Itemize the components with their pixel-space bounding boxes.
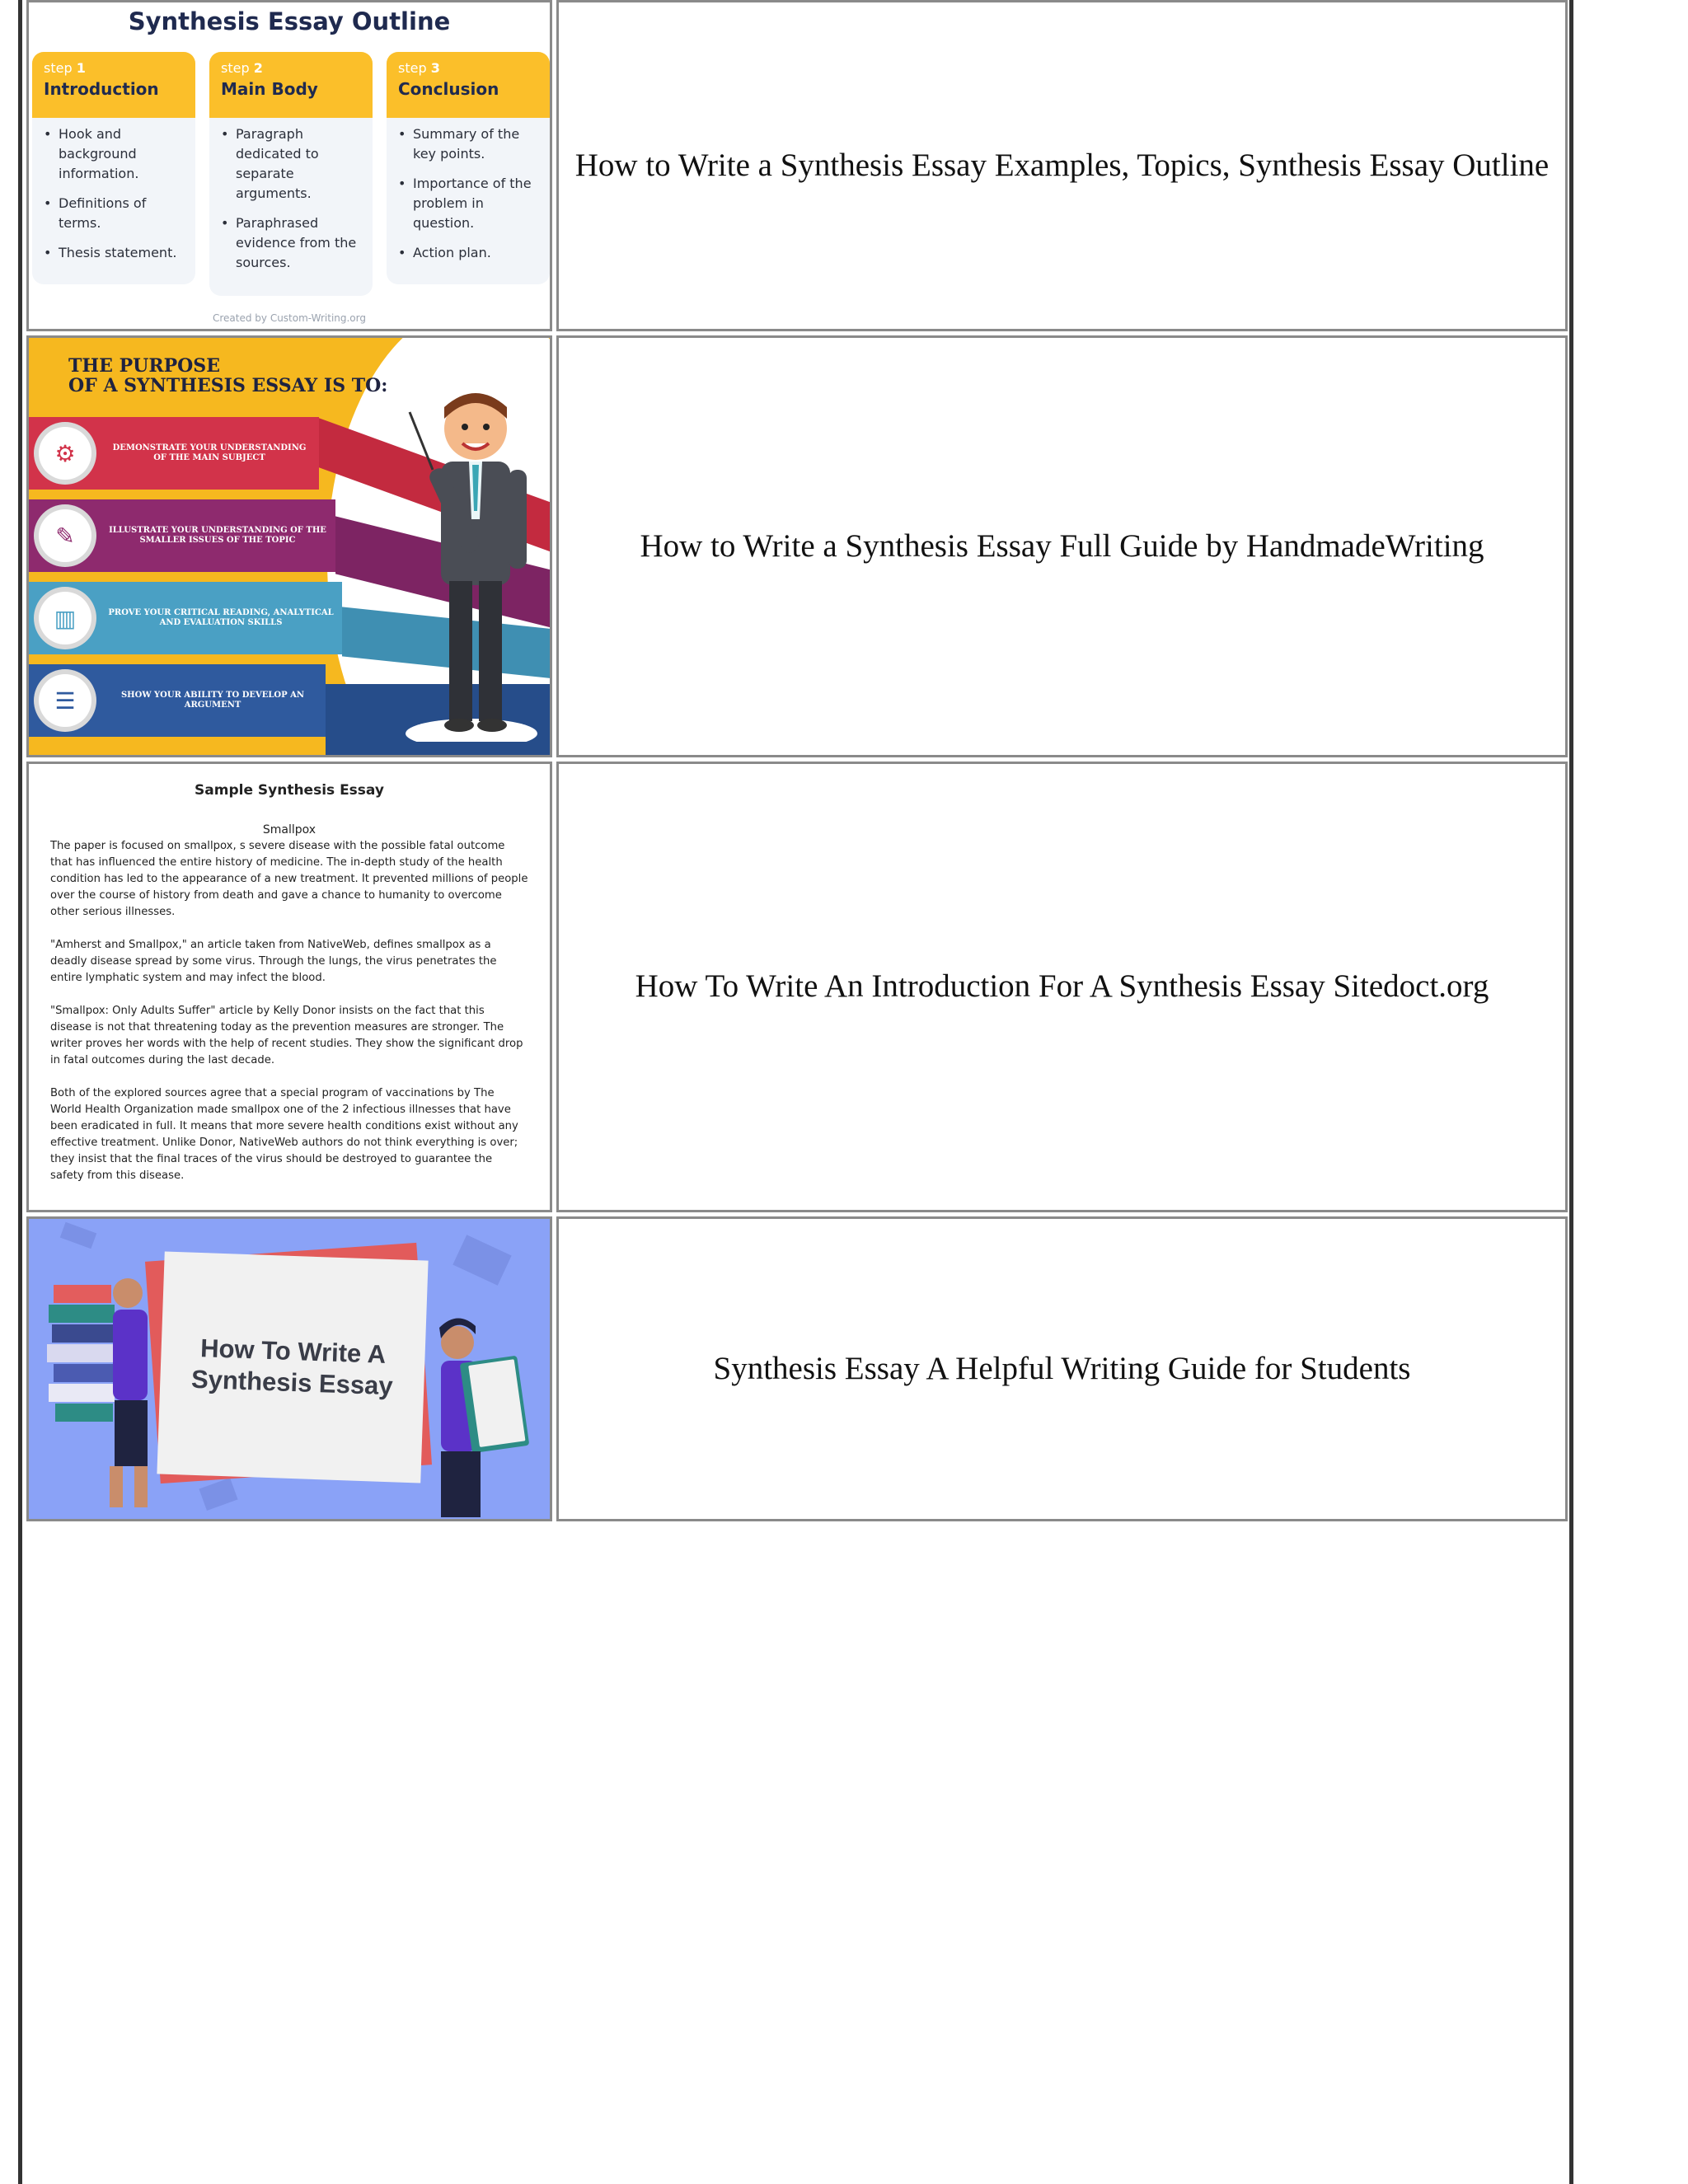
table-row	[26, 1216, 1568, 1521]
student-with-books-illustration	[37, 1260, 161, 1516]
list-item: • Action plan.	[398, 243, 540, 263]
step-label: step	[398, 60, 427, 76]
table-row	[26, 762, 1568, 1212]
step-number: 3	[430, 60, 440, 76]
purpose-band	[29, 664, 326, 737]
purpose-label: DEMONSTRATE YOUR UNDERSTANDING OF THE MAIN SUBJECT	[112, 443, 307, 462]
head-gear-icon: ⚙	[34, 422, 96, 485]
title-card	[157, 1251, 428, 1483]
thumbnail-how-to-write[interactable]	[26, 1216, 552, 1521]
caption-link[interactable]: How to Write a Synthesis Essay Examples, Topics, Synthesis Essay Outline	[574, 147, 1550, 183]
step-label: step	[44, 60, 73, 76]
list-item: • Importance of the problem in question.	[398, 174, 540, 233]
presenter-illustration	[401, 379, 542, 742]
caption-link[interactable]: How To Write An Introduction For A Synthesis Essay Sitedoct.org	[635, 968, 1489, 1005]
decorative-shape	[60, 1222, 96, 1249]
thumbnail-credit: Created by Custom-Writing.org	[212, 312, 366, 324]
step-name: Main Body	[221, 79, 318, 99]
step-number: 2	[253, 60, 263, 76]
caption-cell	[556, 762, 1568, 1212]
caption-cell	[556, 335, 1568, 757]
step-name: Conclusion	[398, 79, 499, 99]
purpose-band	[29, 499, 335, 572]
thumbnail-purpose[interactable]	[26, 335, 552, 757]
essay-paragraph: "Smallpox: Only Adults Suffer" article by Kelly Donor insists on the fact that this disease is not that threatening today as the prevention measures are stronger. The writer proves her words with the help of recent studies. They show the significant drop in fatal outcomes during the last decade.	[50, 1005, 523, 1066]
purpose-label: ILLUSTRATE YOUR UNDERSTANDING OF THE SMALLER ISSUES OF THE TOPIC	[109, 526, 326, 545]
card-title-line: Synthesis Essay	[190, 1364, 394, 1401]
purpose-band	[29, 582, 342, 654]
pen-icon: ✎	[34, 504, 96, 567]
list-item: • Definitions of terms.	[44, 194, 185, 233]
list-item: • Paragraph dedicated to separate arguments.	[221, 124, 363, 204]
caption-link[interactable]: Synthesis Essay A Helpful Writing Guide for Students	[713, 1350, 1411, 1386]
essay-paragraph: "Amherst and Smallpox," an article taken from NativeWeb, defines smallpox as a deadly disease spread by some virus. Through the lungs, the virus penetrates the entire lymphatic system and may infect the blood.	[50, 939, 497, 984]
books-apple-icon: ☰	[34, 669, 96, 732]
essay-paragraph: Both of the explored sources agree that a special program of vaccinations by The World Health Organization made smallpox one of the 2 infectious illnesses that have been eradicated in full. It means that more severe health conditions exist without any effective treatment. Unlike Donor, NativeWeb authors do not think everything is over; they insist that the final traces of the virus should be destroyed to guarantee the safety from this disease.	[50, 1087, 518, 1182]
caption-cell	[556, 0, 1568, 331]
step-number: 1	[76, 60, 86, 76]
purpose-label: SHOW YOUR ABILITY TO DEVELOP AN ARGUMENT	[120, 691, 305, 710]
decorative-shape	[452, 1235, 511, 1286]
purpose-band	[29, 417, 319, 490]
step-label: step	[221, 60, 250, 76]
outline-step-card	[209, 52, 373, 296]
step-name: Introduction	[44, 79, 159, 99]
list-item: • Hook and background information.	[44, 124, 185, 184]
outline-step-card	[387, 52, 550, 284]
book-icon: ▥	[34, 587, 96, 649]
student-reading-illustration	[416, 1310, 548, 1519]
thumbnail-outline[interactable]	[26, 0, 552, 331]
outline-step-card	[32, 52, 195, 284]
essay-subtitle: Smallpox	[262, 823, 316, 837]
list-item: • Paraphrased evidence from the sources.	[221, 213, 363, 273]
essay-paragraph: The paper is focused on smallpox, s severe disease with the possible fatal outcome that has influenced the entire history of medicine. The in-depth study of the health condition has led to the appearance of a new treatment. It prevented millions of people over the course of history from death and gave a chance to humanity to overcome other serious illnesses.	[50, 840, 528, 918]
caption-cell	[556, 1216, 1568, 1521]
thumbnail-sample-essay[interactable]	[26, 762, 552, 1212]
list-item: • Summary of the key points.	[398, 124, 540, 164]
essay-heading: Sample Synthesis Essay	[195, 782, 384, 799]
thumbnail-title: Synthesis Essay Outline	[128, 7, 451, 35]
decorative-shape	[199, 1478, 237, 1511]
card-title-line: How To Write A	[199, 1333, 387, 1369]
list-item: • Thesis statement.	[44, 243, 185, 263]
table-row	[26, 335, 1568, 757]
heading-line: OF A SYNTHESIS ESSAY IS TO:	[68, 375, 388, 396]
heading-line: THE PURPOSE	[68, 355, 220, 377]
thumbnail-heading	[68, 356, 387, 396]
table-row	[26, 0, 1568, 331]
caption-link[interactable]: How to Write a Synthesis Essay Full Guide by HandmadeWriting	[640, 527, 1484, 564]
purpose-label: PROVE YOUR CRITICAL READING, ANALYTICAL AND EVALUATION SKILLS	[108, 608, 334, 627]
